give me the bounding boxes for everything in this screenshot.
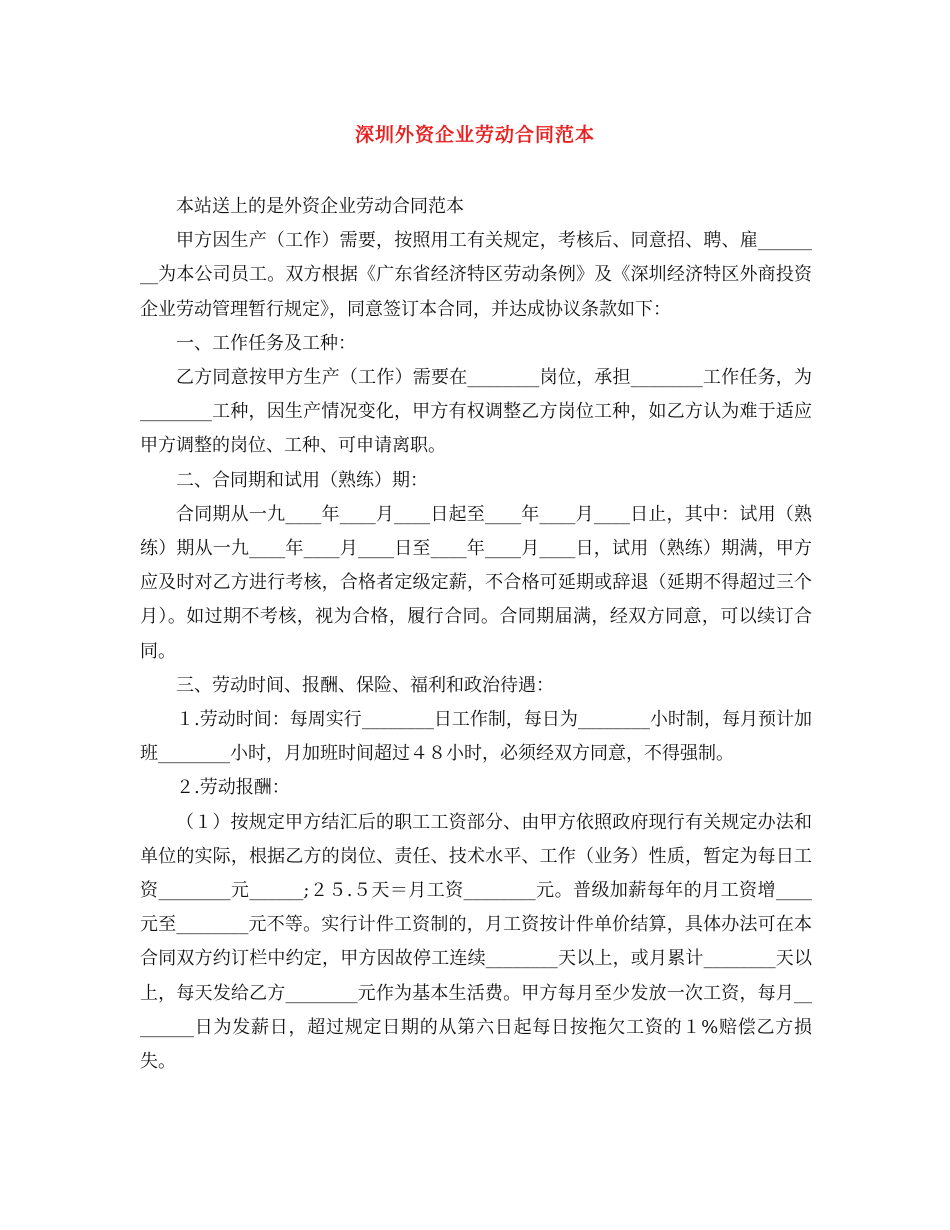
section-heading-work-tasks: 一、工作任务及工种： (176, 332, 356, 354)
section-heading-labor-conditions: 三、劳动时间、报酬、保险、福利和政治待遇： (176, 674, 554, 696)
document-body (140, 190, 812, 1079)
intro-paragraph: 本站送上的是外资企业劳动合同范本 (176, 196, 464, 217)
document-title: 深圳外资企业劳动合同范本 (354, 124, 595, 146)
work-tasks-paragraph: 乙方同意按甲方生产（工作）需要在________岗位，承担________工作任务，为________工种，因生产情况变化，甲方有权调整乙方岗位工种，如乙方认为难于适应甲方调整的岗位、工种、可申请离职。 (140, 367, 812, 457)
preamble-paragraph: 甲方因生产（工作）需要，按照用工有关规定，考核后、同意招、聘、雇________为本公司员工。双方根据《广东省经济特区劳动条例》及《深圳经济特区外商投资企业劳动管理暂行规定》，同意签订本合同，并达成协议条款如下： (140, 230, 812, 320)
section-heading-contract-term: 二、合同期和试用（熟练）期： (176, 469, 428, 491)
remuneration-heading: ２.劳动报酬： (176, 777, 290, 799)
remuneration-paragraph: （１）按规定甲方结汇后的职工工资部分、由甲方依照政府现行有关规定办法和单位的实际，根据乙方的岗位、责任、技术水平、工作（业务）性质，暂定为每日工 资________元______;２５.５天＝月工资________元。普级加薪每年的月工资增____元至________元不等。实行计件工资制的，月工资按计件单价结算，具体办法可在本合同双方约订栏中约定，甲方因故停工连续________天以上，或月累计________天以上，每天发给乙方________元作为基本生活费。甲方每月至少发放一次工资，每月________日为发薪日，超过规定日期的从第六日起每日按拖欠工资的１%赔偿乙方损失。 (140, 811, 812, 1073)
contract-term-paragraph: 合同期从一九____年____月____日起至____年____月____日止，其中：试用（熟练）期从一九____年____月____日至____年____月____日，试用（熟练）期满，甲方应及时对乙方进行考核，合格者定级定薪，不合格可延期或辞退（延期不得超过三个月）。如过期不考核，视为合格，履行合同。合同期届满，经双方同意，可以续订合同。 (140, 503, 812, 662)
working-hours-paragraph: １.劳动时间：每周实行________日工作制，每日为________小时制，每月预计加班________小时，月加班时间超过４８小时，必须经双方同意，不得强制。 (140, 709, 812, 765)
